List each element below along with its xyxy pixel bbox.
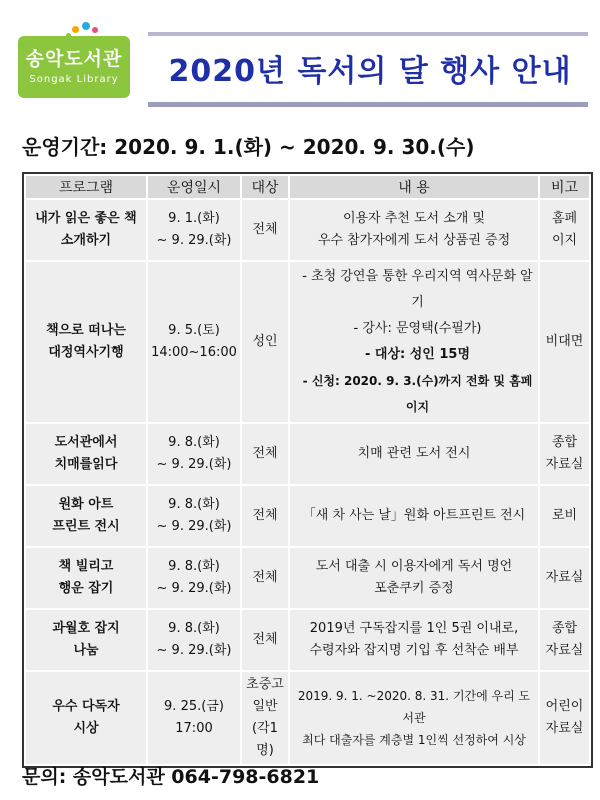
header-datetime: 운영일시: [148, 176, 240, 198]
header-program: 프로그램: [26, 176, 146, 198]
target-cell: 전체: [242, 610, 288, 670]
target-cell: 전체: [242, 486, 288, 546]
table-row: [26, 672, 589, 764]
content-cell: 2019년 구독잡지를 1인 5권 이내로, 수령자와 잡지명 기입 후 선착순 배부: [290, 610, 538, 670]
note-cell: 로비: [540, 486, 589, 546]
table-row: [26, 610, 589, 670]
header-rule-top: [148, 32, 588, 36]
page-title: 2020년 독서의 달 행사 안내: [168, 54, 572, 89]
header-note: 비고: [540, 176, 589, 198]
logo-dot: [72, 26, 79, 33]
table-row: [26, 262, 589, 422]
note-cell: 종합 자료실: [540, 424, 589, 484]
program-cell: 도서관에서 치매를읽다: [26, 424, 146, 484]
content-cell: 2019. 9. 1. ~2020. 8. 31. 기간에 우리 도서관 최다 대출자를 계층별 1인씩 선정하여 시상: [290, 672, 538, 764]
note-cell: 홈페 이지: [540, 200, 589, 260]
operating-period: 운영기간: 2020. 9. 1.(화) ~ 2020. 9. 30.(수): [22, 135, 475, 159]
note-cell: 어린이 자료실: [540, 672, 589, 764]
program-cell: 우수 다독자 시상: [26, 672, 146, 764]
datetime-cell: 9. 1.(화) ~ 9. 29.(화): [148, 200, 240, 260]
note-cell: 종합 자료실: [540, 610, 589, 670]
content-cell: 이용자 추천 도서 소개 및 우수 참가자에게 도서 상품권 증정: [290, 200, 538, 260]
datetime-cell: 9. 8.(화) ~ 9. 29.(화): [148, 548, 240, 608]
logo-dot: [92, 27, 98, 33]
table-header-row: [26, 176, 589, 198]
datetime-cell: 9. 8.(화) ~ 9. 29.(화): [148, 424, 240, 484]
content-cell: 치매 관련 도서 전시: [290, 424, 538, 484]
program-table: [22, 172, 593, 768]
header-content: 내 용: [290, 176, 538, 198]
content-cell: 「새 차 사는 날」원화 아트프린트 전시: [290, 486, 538, 546]
note-cell: 자료실: [540, 548, 589, 608]
table-row: [26, 548, 589, 608]
content-cell: 도서 대출 시 이용자에게 독서 명언 포춘쿠키 증정: [290, 548, 538, 608]
contact-info: 문의: 송악도서관 064-798-6821: [22, 766, 320, 788]
program-cell: 원화 아트 프린트 전시: [26, 486, 146, 546]
datetime-cell: 9. 5.(토) 14:00~16:00: [148, 262, 240, 422]
target-cell: 전체: [242, 424, 288, 484]
datetime-cell: 9. 8.(화) ~ 9. 29.(화): [148, 610, 240, 670]
table-row: [26, 200, 589, 260]
program-cell: 내가 읽은 좋은 책 소개하기: [26, 200, 146, 260]
logo-dot: [82, 22, 90, 30]
table-row: [26, 486, 589, 546]
target-cell: 성인: [242, 262, 288, 422]
datetime-cell: 9. 25.(금) 17:00: [148, 672, 240, 764]
target-cell: 전체: [242, 548, 288, 608]
header-rule-bottom: [148, 102, 588, 107]
library-logo: [18, 22, 130, 98]
target-cell: 전체: [242, 200, 288, 260]
note-cell: 비대면: [540, 262, 589, 422]
program-cell: 과월호 잡지 나눔: [26, 610, 146, 670]
target-cell: 초중고 일반 (각1명): [242, 672, 288, 764]
table-row: [26, 424, 589, 484]
content-cell: - 초청 강연을 통한 우리지역 역사문화 알기 - 강사: 문영택(수필가) - 대상: 성인 15명 - 신청: 2020. 9. 3.(수)까지 전화 및 홈페이지: [290, 262, 538, 422]
logo-name: 송악도서관: [25, 48, 123, 70]
header-target: 대상: [242, 176, 288, 198]
program-cell: 책 빌리고 행운 잡기: [26, 548, 146, 608]
datetime-cell: 9. 8.(화) ~ 9. 29.(화): [148, 486, 240, 546]
program-cell: 책으로 떠나는 대정역사기행: [26, 262, 146, 422]
logo-subtitle: Songak Library: [29, 74, 119, 85]
